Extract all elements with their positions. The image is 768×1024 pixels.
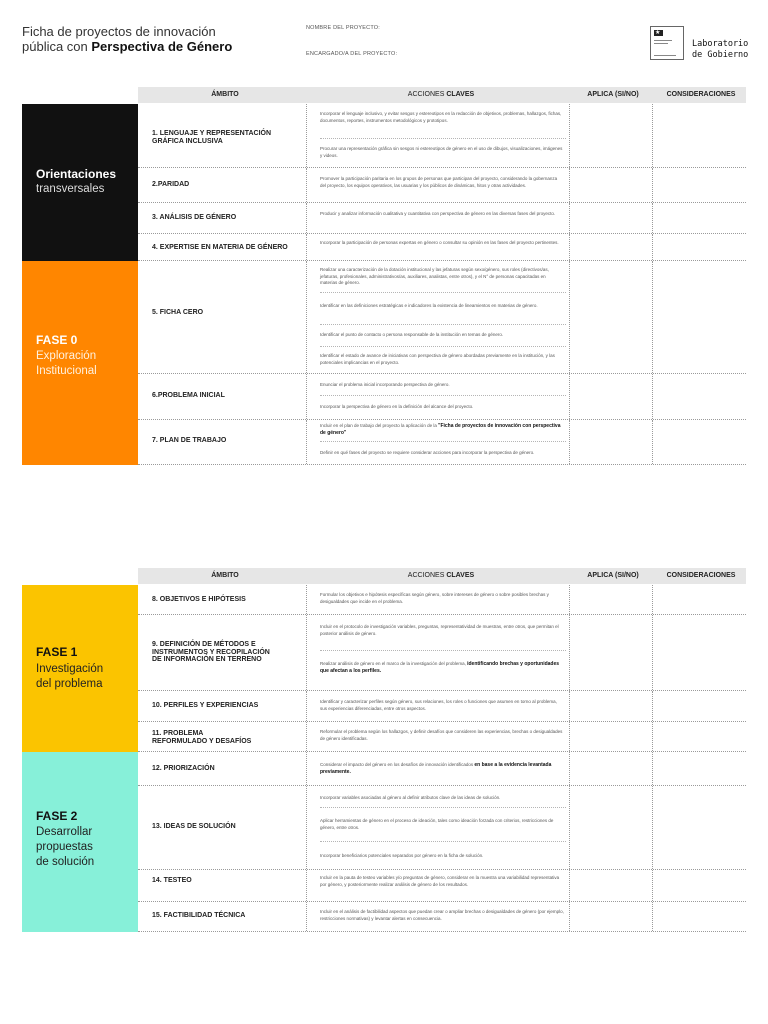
- row-title: 14. TESTEO: [152, 877, 192, 884]
- table-row: [138, 203, 746, 234]
- band-fase-1: [22, 585, 138, 752]
- table-row: [138, 615, 746, 691]
- band-orientaciones: [22, 104, 138, 261]
- action-item: Enunciar el problema inicial incorporando perspectiva de género.: [320, 374, 566, 396]
- action-item: Identificar el punto de contacto o persona responsable de la institución en temas de género.: [320, 325, 566, 347]
- action-item: Incluir en la pauta de testeo variables y/o preguntas de género, considerar en la muestra una variabilidad representativa por género, y posteriormente realizar análisis de género de los resultados.: [320, 875, 560, 887]
- row-title: 11. PROBLEMA REFORMULADO Y DESAFÍOS: [152, 730, 252, 745]
- action-item: Considerar el impacto del género en los desafíos de innovación identificados en base a la evidencia levantada previamente.: [320, 762, 552, 775]
- action-item: Procurar una representación gráfica sin sesgos ni estereotipos de género en el uso de dibujos, visualizaciones, imágenes y videos.: [320, 146, 563, 158]
- table-row: [138, 870, 746, 902]
- col-ambito: ÁMBITO: [211, 572, 239, 579]
- band-subtitle: Exploración: [36, 350, 97, 362]
- action-item: Incluir en el análisis de factibilidad aspectos que puedan crear o ampliar brechas o desigualdades de género (por ejemplo, restricciones normativas) y levantar alertas en consecuencia.: [320, 909, 564, 921]
- table-fase1-fase2: [22, 568, 746, 934]
- row-title: 7. PLAN DE TRABAJO: [152, 437, 227, 444]
- table-row: [138, 234, 746, 261]
- row-title: 2.PARIDAD: [152, 181, 190, 188]
- action-item: Definir en qué fases del proyecto se requiere considerar acciones para incorporar la perspectiva de género.: [320, 450, 535, 455]
- action-item: Incorporar variables asociadas al género al definir atributos clave de las ideas de solución.: [320, 786, 566, 808]
- action-item: Incluir en el protocolo de investigación variables, preguntas, representatividad de muestras, entre otros, que permitan el posterior análisis de género.: [320, 615, 566, 651]
- table-row: [138, 374, 746, 420]
- row-title: 5. FICHA CERO: [152, 309, 204, 316]
- action-item: Incorporar el lenguaje inclusivo, y evitar sesgos y estereotipos en la redacción de objetivos, problemas, hallazgos, fichas, documentos, reportes, instrumentos metodológicos y prototipos.: [320, 104, 566, 139]
- band-subtitle: Institucional: [36, 365, 97, 377]
- action-item: Identificar en las definiciones estratégicas e indicadores la existencia de lineamientos en materias de género.: [320, 293, 566, 325]
- table-header: [138, 87, 746, 103]
- band-subtitle: de solución: [36, 856, 95, 868]
- band-title: FASE 1: [36, 645, 78, 659]
- band-title: Orientaciones: [36, 167, 117, 181]
- band-fase-2: [22, 752, 138, 932]
- action-item: Realizar una caracterización de la dotación institucional y las jefaturas según sexo/género, sus roles (directivos/as, jefaturas, profesionales, administrativos/as, auxiliares, analistas, entre otros), y el N° de personas capacitadas en materias de género.: [320, 261, 566, 293]
- row-title: 1. LENGUAJE Y REPRESENTACIÓN GRÁFICA INCLUSIVA: [152, 130, 272, 145]
- action-item: Promover la participación paritaria en los grupos de personas que participan del proyecto, considerando la gobernanza del proyecto, los equipos operativos, las usuarias y los públicos de dinámicas, hitos y otras actividades.: [320, 176, 558, 188]
- col-aplica: APLICA (SI/NO): [587, 91, 639, 98]
- row-title: 15. FACTIBILIDAD TÉCNICA: [152, 912, 246, 919]
- government-seal-icon: ★: [650, 26, 684, 60]
- table-header: [138, 568, 746, 584]
- row-title: 4. EXPERTISE EN MATERIA DE GÉNERO: [152, 244, 288, 251]
- table-row: [138, 752, 746, 786]
- table-row: [138, 786, 746, 870]
- page-title-emphasis: Perspectiva de Género: [91, 39, 233, 54]
- band-subtitle: Desarrollar: [36, 826, 93, 838]
- table-row: [138, 691, 746, 722]
- action-item: Realizar análisis de género en el marco de la investigación del problema, identificando brechas y oportunidades que afectan a los perfiles.: [320, 661, 560, 674]
- col-ambito: ÁMBITO: [211, 91, 239, 98]
- col-consideraciones: CONSIDERACIONES: [666, 91, 736, 98]
- band-subtitle: Investigación: [36, 663, 104, 675]
- page-title-line1: Ficha de proyectos de innovación: [22, 24, 216, 39]
- page-title-line2: pública con Perspectiva de Género: [22, 39, 233, 54]
- table-row: [138, 261, 746, 374]
- action-item: Aplicar herramientas de género en el proceso de ideación, tales como ideación forzada con criterios, restricciones de género, entre otros.: [320, 808, 566, 842]
- row-title: 6.PROBLEMA INICIAL: [152, 392, 225, 399]
- action-item: Incorporar beneficiarios potenciales separados por género en la ficha de solución.: [320, 853, 484, 858]
- col-acciones: ACCIONES CLAVES: [407, 572, 475, 579]
- action-item: Incorporar la participación de personas expertas en género o consultar su opinión en las fases del proyecto pertinentes.: [320, 240, 559, 245]
- table-row: [138, 585, 746, 615]
- row-title: 3. ANÁLISIS DE GÉNERO: [152, 214, 237, 221]
- logo-text: Laboratorio de Gobierno: [692, 39, 749, 60]
- table-orientaciones-fase0: [22, 87, 746, 467]
- action-item: Identificar y caracterizar perfiles según género, sus relaciones, los roles o funciones que asumen en torno al problema, sus experiencias diferenciadas, entre otros aspectos.: [320, 699, 557, 711]
- action-item: Identificar el estado de avance de iniciativas con perspectiva de género abordadas previamente en la institución, y las potenciales implicancias en el proyecto.: [320, 353, 555, 365]
- band-subtitle: propuestas: [36, 841, 93, 853]
- row-title: 8. OBJETIVOS E HIPÓTESIS: [152, 596, 246, 603]
- col-aplica: APLICA (SI/NO): [587, 572, 639, 579]
- action-item: Reformular el problema según los hallazgos, y definir desafíos que consideren las experiencias, brechas o desigualdades de género identificadas.: [320, 729, 563, 741]
- table-row: [138, 104, 746, 168]
- project-name-label: NOMBRE DEL PROYECTO:: [306, 25, 380, 31]
- band-title: FASE 2: [36, 809, 78, 823]
- table-row: [138, 902, 746, 932]
- table-row: [138, 168, 746, 203]
- row-title: 10. PERFILES Y EXPERIENCIAS: [152, 702, 259, 709]
- band-subtitle: transversales: [36, 183, 105, 195]
- row-title: 9. DEFINICIÓN DE MÉTODOS E INSTRUMENTOS Y RECOPILACIÓN DE INFORMACIÓN EN TERRENO: [152, 641, 270, 663]
- col-consideraciones: CONSIDERACIONES: [666, 572, 736, 579]
- table-row: [138, 722, 746, 752]
- project-manager-label: ENCARGADO/A DEL PROYECTO:: [306, 51, 398, 57]
- action-item: Formular los objetivos e hipótesis específicas según género, sobre intereses de género o sobre posibles brechas y desigualdades que incide en el problema.: [320, 592, 549, 604]
- row-title: 12. PRIORIZACIÓN: [152, 765, 215, 772]
- band-title: FASE 0: [36, 333, 78, 347]
- action-item: Incluir en el plan de trabajo del proyecto la aplicación de la "Ficha de proyectos de innovación con perspectiva de género": [320, 420, 566, 442]
- col-acciones: ACCIONES CLAVES: [407, 91, 475, 98]
- band-subtitle: del problema: [36, 678, 103, 690]
- row-title: 13. IDEAS DE SOLUCIÓN: [152, 823, 236, 830]
- action-item: Incorporar la perspectiva de género en la definición del alcance del proyecto.: [320, 404, 474, 409]
- action-item: Producir y analizar información cualitativa y cuantitativa con perspectiva de género en las diversas fases del proyecto.: [320, 211, 556, 216]
- band-fase-0: [22, 261, 138, 465]
- table-row: [138, 420, 746, 465]
- page-title: [22, 24, 282, 54]
